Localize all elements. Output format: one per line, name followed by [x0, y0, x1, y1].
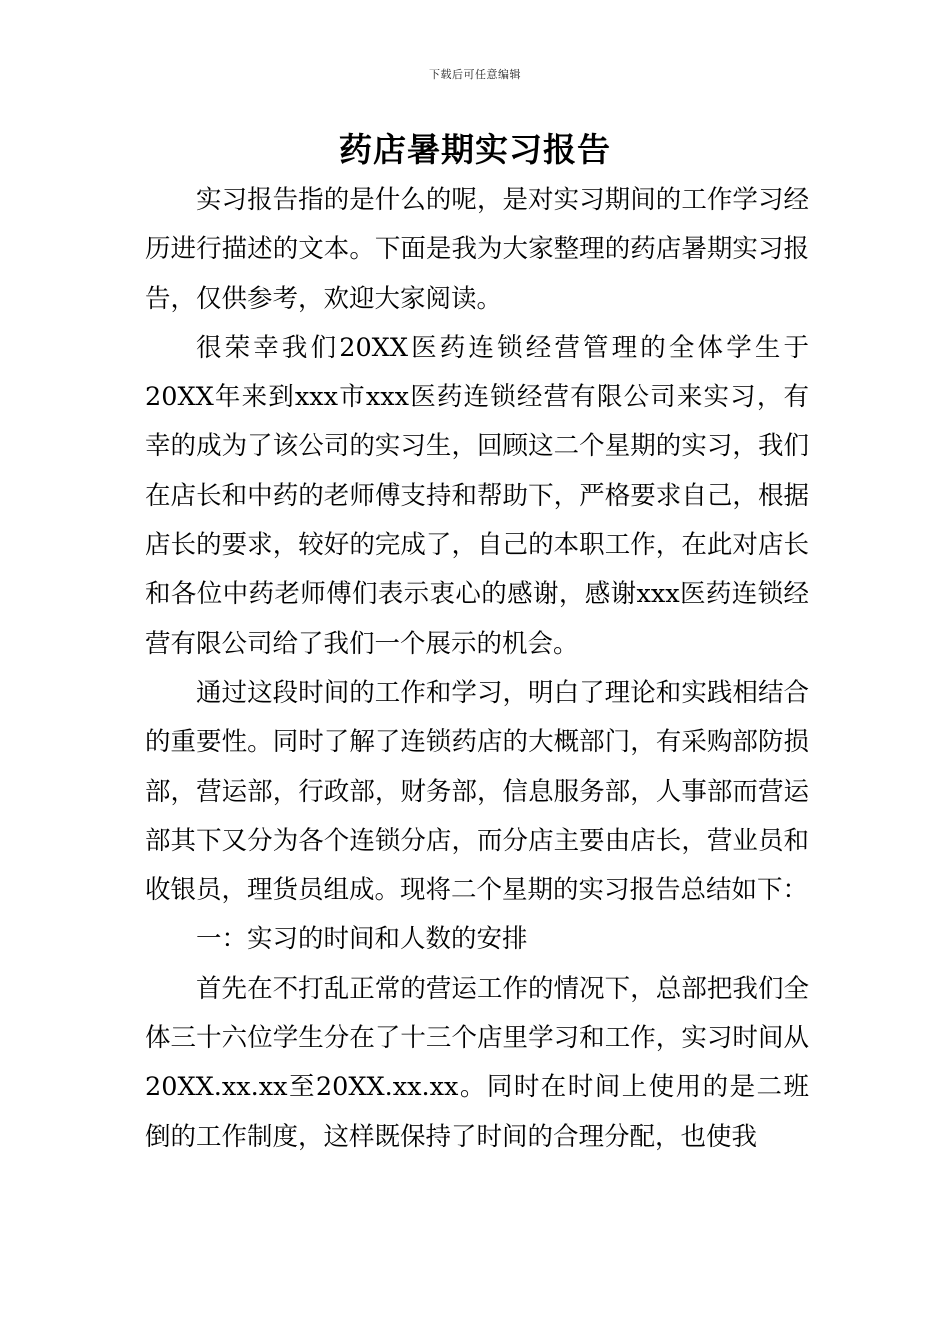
paragraph-internship-background: 很荣幸我们20XX医药连锁经营管理的全体学生于20XX年来到xxx市xxx医药连锁经营有限公司来实习，有幸的成为了该公司的实习生，回顾这二个星期的实习，我们在店长和中药的老师傅支持和帮助下，严格要求自己，根据店长的要求，较好的完成了，自己的本职工作，在此对店长和各位中药老师傅们表示衷心的感谢，感谢xxx医药连锁经营有限公司给了我们一个展示的机会。 [145, 332, 809, 659]
header-note: 下载后可任意编辑 [429, 68, 521, 81]
section-heading-time-and-staffing: 一：实习的时间和人数的安排 [196, 924, 528, 955]
paragraph-schedule: 首先在不打乱正常的营运工作的情况下，总部把我们全体三十六位学生分在了十三个店里学习和工作，实习时间从20XX.xx.xx至20XX.xx.xx。同时在时间上使用的是二班倒的工作制度，这样既保持了时间的合理分配，也使我 [145, 973, 809, 1152]
document-title: 药店暑期实习报告 [339, 130, 611, 169]
paragraph-intro: 实习报告指的是什么的呢，是对实习期间的工作学习经历进行描述的文本。下面是我为大家整理的药店暑期实习报告，仅供参考，欢迎大家阅读。 [145, 185, 809, 314]
document-body [145, 176, 809, 1162]
paragraph-departments: 通过这段时间的工作和学习，明白了理论和实践相结合的重要性。同时了解了连锁药店的大概部门，有采购部防损部，营运部，行政部，财务部，信息服务部，人事部而营运部其下又分为各个连锁分店，而分店主要由店长，营业员和收银员，理货员组成。现将二个星期的实习报告总结如下： [145, 677, 809, 906]
